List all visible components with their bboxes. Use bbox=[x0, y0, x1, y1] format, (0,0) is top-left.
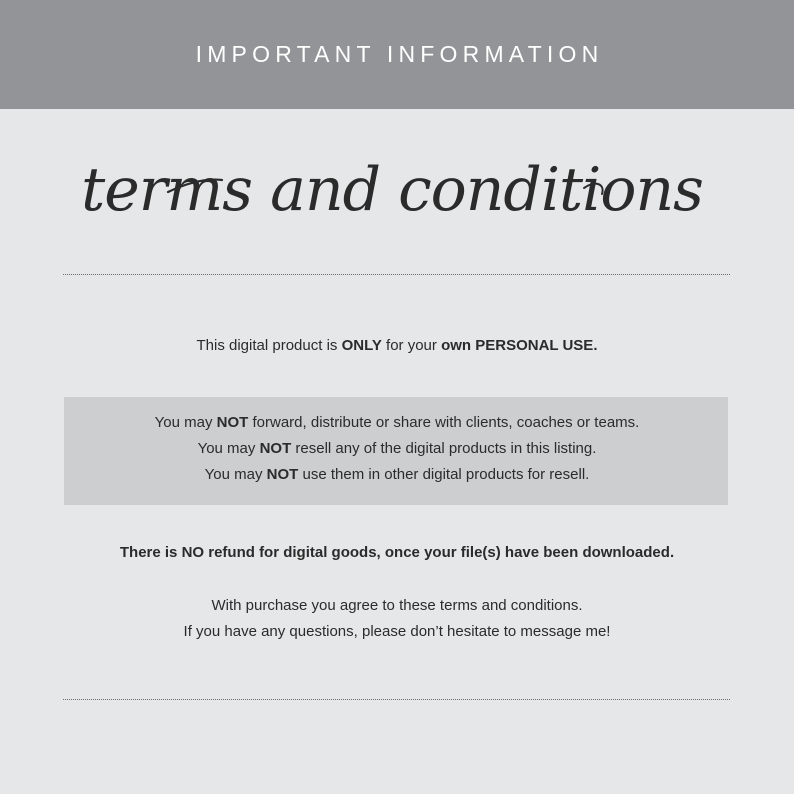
script-heading-text: terms and conditions bbox=[81, 155, 703, 225]
personal-use-own: own bbox=[441, 337, 472, 354]
personal-use-middle: for your bbox=[381, 337, 442, 354]
restriction-prefix: You may bbox=[197, 440, 260, 457]
restriction-emphasis: NOT bbox=[216, 414, 249, 431]
restriction-line bbox=[0, 439, 794, 459]
restriction-emphasis: NOT bbox=[266, 466, 299, 483]
dotted-divider-bottom bbox=[63, 699, 730, 700]
agreement-line-2: If you have any questions, please don’t hesitate to message me! bbox=[183, 623, 611, 640]
script-heading-svg bbox=[0, 140, 794, 250]
restriction-line bbox=[0, 413, 794, 433]
refund-notice: There is NO refund for digital goods, once your file(s) have been downloaded. bbox=[119, 544, 675, 561]
personal-use-prefix: This digital product is bbox=[196, 337, 342, 354]
header-banner bbox=[0, 0, 794, 109]
personal-use-only: ONLY bbox=[341, 337, 382, 354]
restriction-line bbox=[0, 465, 794, 485]
restriction-suffix: use them in other digital products for resell. bbox=[298, 466, 590, 483]
personal-use-emphasis: PERSONAL USE. bbox=[475, 337, 598, 354]
agreement-line-1: With purchase you agree to these terms and conditions. bbox=[211, 597, 583, 614]
restriction-prefix: You may bbox=[204, 466, 267, 483]
restriction-suffix: forward, distribute or share with clients, coaches or teams. bbox=[248, 414, 640, 431]
script-heading bbox=[0, 140, 794, 250]
dotted-divider-top bbox=[63, 274, 730, 275]
header-title: IMPORTANT INFORMATION bbox=[195, 41, 604, 67]
restriction-prefix: You may bbox=[154, 414, 217, 431]
restriction-emphasis: NOT bbox=[259, 440, 292, 457]
personal-use-line bbox=[0, 336, 794, 356]
restriction-suffix: resell any of the digital products in this listing. bbox=[291, 440, 597, 457]
